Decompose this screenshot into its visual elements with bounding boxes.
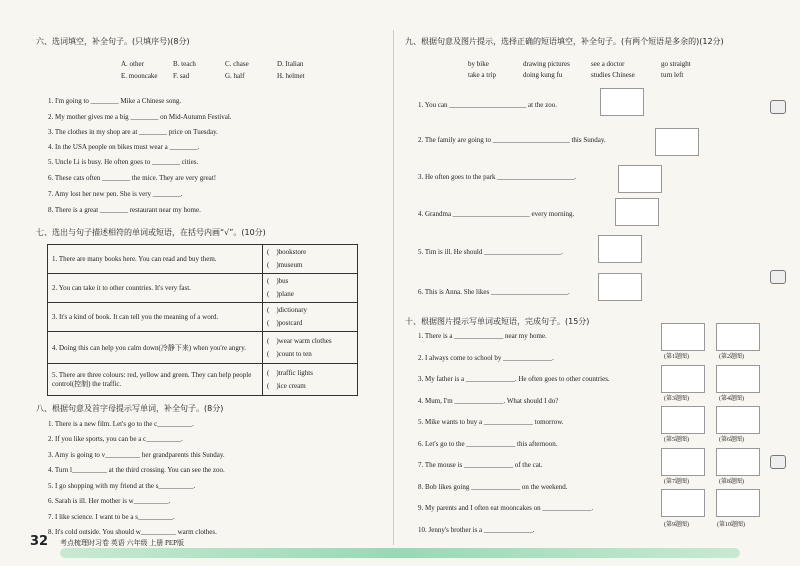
- s9-question: 6. This is Anna. She likes ______________________.: [418, 288, 570, 296]
- illustration-image: [618, 165, 662, 193]
- s10-question: 9. My parents and I often eat mooncakes on ______________.: [418, 504, 594, 512]
- s10-question: 10. Jenny's brother is a ______________.: [418, 526, 535, 534]
- s10-question: 8. Bob likes going ______________ on the weekend.: [418, 483, 568, 491]
- picture-caption: (第9题图): [664, 522, 689, 528]
- section-8-title: 八、根据句意及首字母提示写单词，补全句子。(8分): [36, 404, 224, 413]
- illustration-image: [600, 88, 644, 116]
- phrase: go straight: [661, 60, 691, 68]
- illustration-image: [661, 365, 705, 393]
- s9-question: 5. Tim is ill. He should ______________________.: [418, 248, 563, 256]
- choice-b[interactable]: museum: [278, 261, 303, 269]
- illustration-image: [716, 489, 760, 517]
- section-7-title: 七、选出与句子描述相符的单词或短语，在括号内画“√”。(10分): [36, 228, 266, 237]
- s10-question: 1. There is a ______________ near my home.: [418, 332, 547, 340]
- option: D. Italian: [277, 60, 304, 68]
- illustration-image: [716, 323, 760, 351]
- s10-question: 6. Let's go to the ______________ this afternoon.: [418, 440, 558, 448]
- illustration-image: [598, 273, 642, 301]
- s8-question: 1. There is a new film. Let's go to the c__________.: [48, 420, 194, 428]
- option: E. mooncake: [121, 72, 158, 80]
- choice-a[interactable]: traffic lights: [278, 368, 313, 377]
- choice-a[interactable]: bookstore: [278, 248, 307, 256]
- s9-question: 3. He often goes to the park ______________________.: [418, 173, 577, 181]
- table-cell-sentence: 3. It's a kind of book. It can tell you the meaning of a word.: [48, 303, 263, 332]
- table-cell-options: ( )bus ( )plane: [263, 274, 358, 303]
- choice-b[interactable]: plane: [278, 290, 294, 298]
- choice-a[interactable]: bus: [278, 277, 289, 285]
- s10-question: 5. Mike wants to buy a ______________ tomorrow.: [418, 418, 564, 426]
- picture-caption: (第1题图): [664, 354, 689, 360]
- option: C. chase: [225, 60, 249, 68]
- illustration-image: [716, 448, 760, 476]
- choice-a[interactable]: dictionary: [278, 306, 308, 314]
- s8-question: 3. Amy is going to v__________ her grandparents this Sunday.: [48, 451, 225, 459]
- s6-question: 1. I'm going to ________ Mike a Chinese song.: [48, 97, 182, 105]
- picture-caption: (第4题图): [719, 396, 744, 402]
- s8-question: 4. Turn l__________ at the third crossing. You can see the zoo.: [48, 466, 225, 474]
- picture-caption: (第6题图): [719, 437, 744, 443]
- phrase: see a doctor: [591, 60, 625, 68]
- illustration-image: [661, 489, 705, 517]
- option: B. teach: [173, 60, 196, 68]
- s8-question: 7. I like science. I want to be a s__________.: [48, 513, 175, 521]
- matching-table: [47, 244, 358, 396]
- section-9-title: 九、根据句意及图片提示，选择正确的短语填空，补全句子。(有两个短语是多余的)(12分): [405, 37, 724, 46]
- illustration-image: [615, 198, 659, 226]
- picture-caption: (第3题图): [664, 396, 689, 402]
- picture-caption: (第10题图): [717, 522, 745, 528]
- phrase: studies Chinese: [591, 71, 635, 79]
- section-10-title: 十、根据图片提示写单词或短语，完成句子。(15分): [405, 317, 590, 326]
- table-cell-sentence: 1. There are many books here. You can read and buy them.: [48, 245, 263, 274]
- s6-question: 3. The clothes in my shop are at ________ price on Tuesday.: [48, 128, 218, 136]
- phrase: turn left: [661, 71, 684, 79]
- s10-question: 3. My father is a ______________. He often goes to other countries.: [418, 375, 610, 383]
- option: A. other: [121, 60, 144, 68]
- option: H. helmet: [277, 72, 305, 80]
- decorative-band: [60, 548, 740, 558]
- illustration-image: [655, 128, 699, 156]
- page-number: 32: [30, 534, 49, 549]
- s6-question: 6. These cats often ________ the mice. They are very great!: [48, 174, 217, 182]
- section-6-options: [121, 60, 329, 80]
- edge-tab: [770, 455, 786, 469]
- table-cell-options: ( )dictionary ( )postcard: [263, 303, 358, 332]
- s6-question: 4. In the USA people on bikes must wear a ________.: [48, 143, 200, 151]
- s9-question: 4. Grandma ______________________ every morning.: [418, 210, 575, 218]
- s9-question: 1. You can ______________________ at the zoo.: [418, 101, 558, 109]
- s8-question: 6. Sarah is ill. Her mother is w__________.: [48, 497, 171, 505]
- s10-question: 2. I always come to school by ______________.: [418, 354, 554, 362]
- edge-tab: [770, 270, 786, 284]
- table-cell-sentence: 5. There are three colours: red, yellow and green. They can help people control(控制) the traffic.: [48, 364, 263, 396]
- table-cell-options: ( )wear warm clothes ( )count to ten: [263, 332, 358, 364]
- s6-question: 7. Amy lost her new pen. She is very ________.: [48, 190, 183, 198]
- table-cell-sentence: 2. You can take it to other countries. It's very fast.: [48, 274, 263, 303]
- table-cell-options: ( )bookstore ( )museum: [263, 245, 358, 274]
- s6-question: 5. Uncle Li is busy. He often goes to ________ cities.: [48, 158, 199, 166]
- illustration-image: [598, 235, 642, 263]
- option: G. half: [225, 72, 245, 80]
- s8-question: 5. I go shopping with my friend at the s__________.: [48, 482, 196, 490]
- phrase: take a trip: [468, 71, 496, 79]
- phrase: drawing pictures: [523, 60, 570, 68]
- edge-tab: [770, 100, 786, 114]
- table-cell-options: ( )traffic lights ( )ice cream: [263, 364, 358, 396]
- s8-question: 2. If you like sports, you can be a c__________.: [48, 435, 183, 443]
- illustration-image: [716, 365, 760, 393]
- s10-question: 4. Mum, I'm ______________. What should I do?: [418, 397, 559, 405]
- picture-caption: (第8题图): [719, 479, 744, 485]
- s10-question: 7. The mouse is ______________ of the cat.: [418, 461, 543, 469]
- illustration-image: [716, 406, 760, 434]
- picture-caption: (第5题图): [664, 437, 689, 443]
- s6-question: 2. My mother gives me a big ________ on Mid-Autumn Festival.: [48, 113, 232, 121]
- column-divider: [393, 30, 394, 545]
- illustration-image: [661, 323, 705, 351]
- phrase: doing kung fu: [523, 71, 563, 79]
- phrase: by bike: [468, 60, 489, 68]
- picture-caption: (第2题图): [719, 354, 744, 360]
- section-6-title: 六、选词填空，补全句子。(只填序号)(8分): [36, 37, 190, 46]
- choice-a[interactable]: wear warm clothes: [278, 336, 332, 345]
- choice-b[interactable]: ice cream: [278, 381, 306, 390]
- s8-question: 8. It's cold outside. You should w__________ warm clothes.: [48, 528, 217, 536]
- section-9-phrases: [468, 60, 711, 79]
- choice-b[interactable]: count to ten: [278, 349, 312, 358]
- s9-question: 2. The family are going to ______________________ this Sunday.: [418, 136, 606, 144]
- choice-b[interactable]: postcard: [278, 319, 303, 327]
- illustration-image: [661, 406, 705, 434]
- option: F. sad: [173, 72, 190, 80]
- illustration-image: [661, 448, 705, 476]
- footer-text: 考点梳理时习卷 英语 六年级 上册 PEP版: [60, 539, 185, 547]
- table-cell-sentence: 4. Doing this can help you calm down(冷静下来) when you're angry.: [48, 332, 263, 364]
- s6-question: 8. There is a great ________ restaurant near my home.: [48, 206, 201, 214]
- picture-caption: (第7题图): [664, 479, 689, 485]
